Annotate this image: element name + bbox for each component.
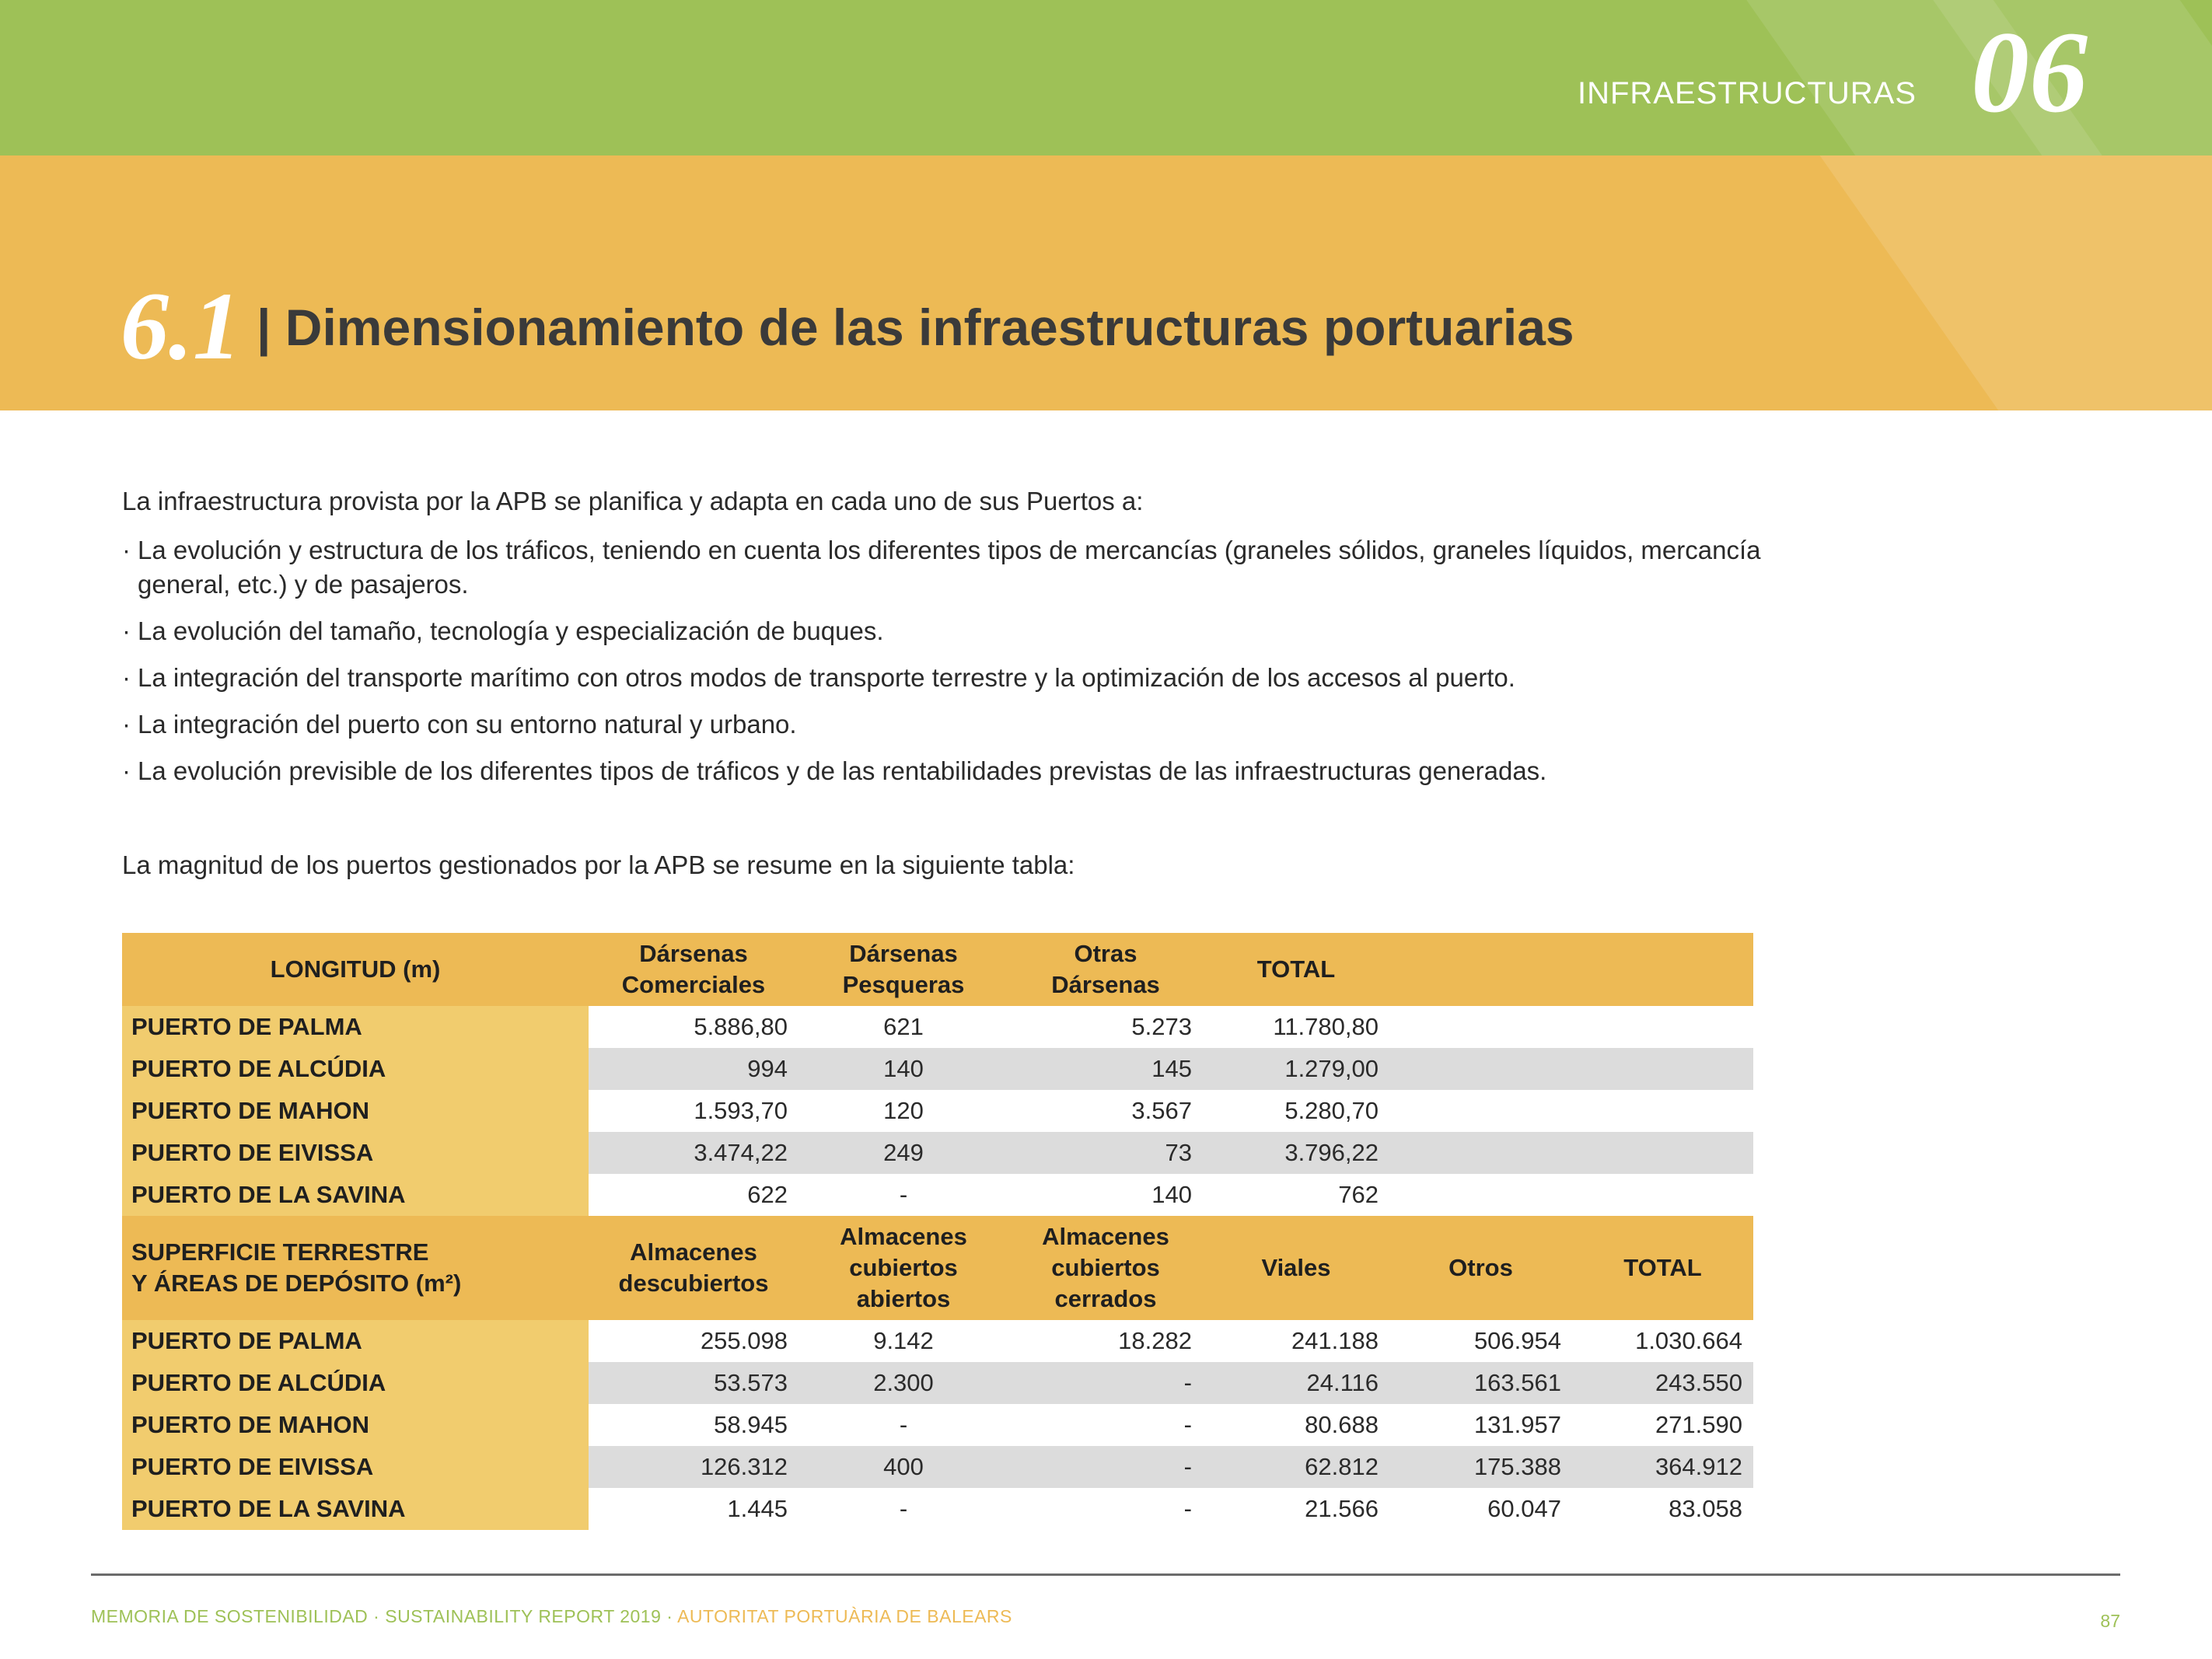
table-row: [122, 1446, 1753, 1488]
port-name-cell: PUERTO DE ALCÚDIA: [122, 1048, 589, 1090]
table-cell: 73: [1008, 1132, 1203, 1174]
chapter-number: 06: [1971, 8, 2088, 137]
table-cell: [1572, 1048, 1753, 1090]
table-cell: 255.098: [700, 1327, 788, 1354]
port-name-cell: PUERTO DE EIVISSA: [122, 1446, 589, 1488]
table-cell: 622: [747, 1181, 788, 1208]
table-cell: [1572, 1174, 1753, 1216]
table-cell: -: [1183, 1411, 1192, 1438]
table-row: [122, 1362, 1753, 1404]
table-cell: 271.590: [1655, 1411, 1742, 1438]
table-header-row: [122, 1216, 1753, 1320]
table-cell: [1389, 1090, 1572, 1132]
port-name-cell: PUERTO DE PALMA: [122, 1006, 589, 1048]
table-cell: [1389, 1132, 1572, 1174]
table-cell: 145: [1008, 1048, 1203, 1090]
table-cell: -: [1008, 1362, 1203, 1404]
table-cell: 18.282: [1118, 1327, 1192, 1354]
list-item: · La evolución del tamaño, tecnología y especialización de buques.: [122, 614, 1763, 648]
footer-report-title: MEMORIA DE SOSTENIBILIDAD · SUSTAINABILITY REPORT 2019 ·: [91, 1606, 678, 1626]
table-cell: 3.796,22: [1203, 1132, 1389, 1174]
table-cell: 621: [883, 1013, 924, 1040]
list-item: · La evolución previsible de los diferentes tipos de tráficos y de las rentabilidades previstas de las infraestructuras generadas.: [122, 754, 1763, 788]
table-cell: 83.058: [1669, 1495, 1742, 1522]
table-cell: 131.957: [1473, 1411, 1561, 1438]
table-cell: 241.188: [1291, 1327, 1379, 1354]
table-cell: -: [1183, 1495, 1192, 1522]
table-header-cell: Dársenas Comerciales: [589, 933, 798, 1006]
table-cell: 2.300: [798, 1362, 1008, 1404]
table-cell: [1572, 1132, 1753, 1174]
table-row: [122, 1320, 1753, 1362]
table-lead-paragraph: La magnitud de los puertos gestionados por la APB se resume en la siguiente tabla:: [122, 850, 1075, 879]
table-cell: 1.445: [727, 1495, 788, 1522]
table-row: [122, 1488, 1753, 1530]
table-header-cell: Otras Dársenas: [1008, 933, 1203, 1006]
table-header-cell: Dársenas Pesqueras: [798, 933, 1008, 1006]
table-header-cell: Viales: [1203, 1216, 1389, 1320]
table-cell: 53.573: [589, 1362, 798, 1404]
table-cell: 400: [798, 1446, 1008, 1488]
section-title: | Dimensionamiento de las infraestructuras portuarias: [257, 299, 1574, 356]
table-cell: 994: [589, 1048, 798, 1090]
table-cell: [1389, 1174, 1572, 1216]
table-cell: 140: [1151, 1181, 1192, 1208]
table-cell: [1389, 1006, 1572, 1048]
port-name-cell: PUERTO DE MAHON: [122, 1404, 589, 1446]
footer-divider: [91, 1573, 2120, 1576]
intro-paragraph: La infraestructura provista por la APB se planifica y adapta en cada uno de sus Puertos a:: [122, 487, 1144, 515]
page-number: 87: [2100, 1611, 2120, 1631]
header-line: SUPERFICIE TERRESTRE: [131, 1238, 429, 1266]
port-dimensions-table: [122, 933, 1753, 1530]
table-row: [122, 1006, 1753, 1048]
table-cell: 5.886,80: [694, 1013, 788, 1040]
table-cell: 62.812: [1203, 1446, 1389, 1488]
table-cell: [1572, 1006, 1753, 1048]
bullet-list: [122, 533, 1763, 801]
table-cell: -: [899, 1495, 908, 1522]
list-item: · La integración del puerto con su entorno natural y urbano.: [122, 707, 1763, 742]
port-name-cell: PUERTO DE EIVISSA: [122, 1132, 589, 1174]
table-cell: 364.912: [1572, 1446, 1753, 1488]
decorative-stripe: [1788, 155, 2212, 410]
port-name-cell: PUERTO DE MAHON: [122, 1090, 589, 1132]
table-cell: 21.566: [1305, 1495, 1379, 1522]
port-name-cell: PUERTO DE LA SAVINA: [122, 1174, 589, 1216]
table-cell: -: [899, 1181, 908, 1208]
table-cell: 762: [1338, 1181, 1379, 1208]
table-header-row: [122, 933, 1753, 1006]
header-line: Y ÁREAS DE DEPÓSITO (m²): [131, 1270, 462, 1297]
table-row: [122, 1404, 1753, 1446]
list-item: · La evolución y estructura de los tráficos, teniendo en cuenta los diferentes tipos de mercancías (graneles sólidos, graneles líquidos, mercancía general, etc.) y de pasajeros.: [122, 533, 1763, 602]
port-name-cell: PUERTO DE ALCÚDIA: [122, 1362, 589, 1404]
table-header-cell: Otros: [1389, 1216, 1572, 1320]
table-cell: 120: [883, 1097, 924, 1124]
footer-organization: AUTORITAT PORTUÀRIA DE BALEARS: [677, 1606, 1012, 1626]
table-header-cell: [1389, 933, 1572, 1006]
table-cell: 1.279,00: [1203, 1048, 1389, 1090]
table-row: [122, 1174, 1753, 1216]
table-cell: -: [899, 1411, 908, 1438]
table-cell: 1.030.664: [1635, 1327, 1742, 1354]
table-cell: -: [1008, 1446, 1203, 1488]
table-header-cell: Almacenes cubiertos cerrados: [1008, 1216, 1203, 1320]
table-cell: 5.273: [1131, 1013, 1192, 1040]
chapter-label: INFRAESTRUCTURAS: [1577, 76, 1917, 110]
section-header-band: [0, 155, 2212, 410]
table-cell: 58.945: [714, 1411, 788, 1438]
table-row: [122, 1048, 1753, 1090]
port-name-cell: PUERTO DE PALMA: [122, 1320, 589, 1362]
table-cell: 126.312: [589, 1446, 798, 1488]
table-cell: 80.688: [1305, 1411, 1379, 1438]
table-header-cell: TOTAL: [1572, 1216, 1753, 1320]
table-header-cell: [1572, 933, 1753, 1006]
table-header-cell: Almacenes descubiertos: [589, 1216, 798, 1320]
table-cell: 249: [798, 1132, 1008, 1174]
table-cell: 3.474,22: [589, 1132, 798, 1174]
port-name-cell: PUERTO DE LA SAVINA: [122, 1488, 589, 1530]
table-cell: 24.116: [1203, 1362, 1389, 1404]
table-header-cell: [122, 1216, 589, 1320]
table-row: [122, 1132, 1753, 1174]
table-header-cell: Almacenes cubiertos abiertos: [798, 1216, 1008, 1320]
table-cell: 506.954: [1473, 1327, 1561, 1354]
table-cell: 1.593,70: [694, 1097, 788, 1124]
table-cell: [1389, 1048, 1572, 1090]
section-number: 6.1: [121, 273, 241, 379]
table-cell: 140: [798, 1048, 1008, 1090]
table-cell: 60.047: [1487, 1495, 1561, 1522]
table-cell: 175.388: [1389, 1446, 1572, 1488]
footer-text: [91, 1606, 1012, 1627]
table-cell: 163.561: [1389, 1362, 1572, 1404]
table-cell: [1572, 1090, 1753, 1132]
table-cell: 3.567: [1131, 1097, 1192, 1124]
table-header-cell: TOTAL: [1203, 933, 1389, 1006]
list-item: · La integración del transporte marítimo con otros modos de transporte terrestre y la optimización de los accesos al puerto.: [122, 661, 1763, 695]
table-cell: 9.142: [873, 1327, 934, 1354]
table-cell: 11.780,80: [1273, 1013, 1379, 1040]
table-header-cell: LONGITUD (m): [122, 933, 589, 1006]
table-cell: 5.280,70: [1284, 1097, 1379, 1124]
table-cell: 243.550: [1572, 1362, 1753, 1404]
table-row: [122, 1090, 1753, 1132]
